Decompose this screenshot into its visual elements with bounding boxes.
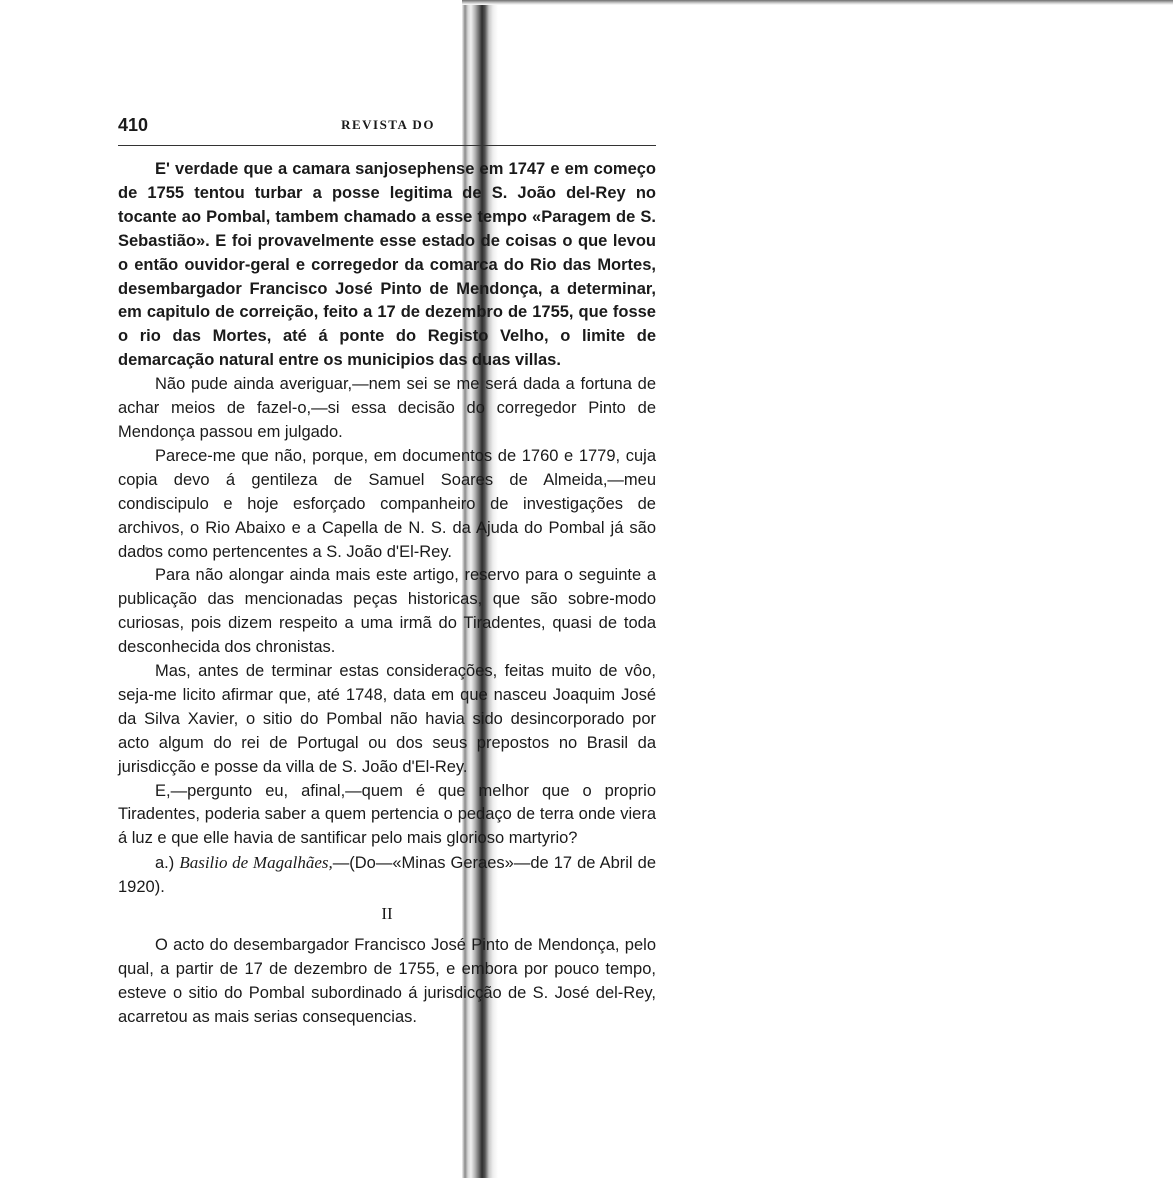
- section-number: II: [381, 904, 393, 924]
- page-number: 410: [118, 115, 149, 135]
- author-name: Basilio de Magalhães,: [179, 853, 333, 873]
- paragraph: Mas, antes de terminar estas considerações, feitas muito de vôo, seja-me licito afirmar que, até 1748, data em que nasceu Joaquim José da Silva Xavier, o sitio do Pombal não havia sido desincorporado por acto algum do rei de Portugal ou dos seus prepostos no Brasil da jurisdicção e posse da villa de S. João d'El-Rey.: [118, 662, 656, 776]
- running-title: REVISTA DO: [341, 117, 435, 132]
- paragraph: E' verdade que a camara sanjosephense em 1747 e em começo de 1755 tentou turbar a posse legitima de S. João del-Rey no tocante ao Pombal, tambem chamado a esse tempo «Paragem de S. Sebastião». E foi provavelmente esse estado de coisas o que levou o então ouvidor-geral e corregedor da comarca do Rio das Mortes, desembargador Francisco José Pinto de Mendonça, a determinar, em capitulo de correição, feito a 17 de dezembro de 1755, que fosse o rio das Mortes, até á ponte do Registo Velho, o limite de demarcação natural entre os municipios das duas villas.: [118, 160, 656, 370]
- paragraph: Não pude ainda averiguar,—nem sei se me será dada a fortuna de achar meios de fazel-o,—si essa decisão do corregedor Pinto de Mendonça passou em julgado.: [118, 375, 656, 441]
- article-body: [118, 158, 656, 1030]
- paragraph: O acto do desembargador Francisco José Pinto de Mendonça, pelo qual, a partir de 17 de dezembro de 1755, e embora por pouco tempo, esteve o sitio do Pombal subordinado á jurisdicção de S. José del-Rey, acarretou as mais serias consequencias.: [118, 936, 656, 1026]
- paragraph: Para não alongar ainda mais este artigo, reservo para o seguinte a publicação das mencionadas peças historicas, que são sobre-modo curiosas, pois dizem respeito a uma irmã do Tiradentes, quasi de toda desconhecida dos chronistas.: [118, 566, 656, 657]
- signature-line: [118, 851, 656, 900]
- signature-source: —(Do—«Minas Geraes»—de 17 de Abril de 1920).: [118, 854, 656, 897]
- header-rule: [118, 145, 656, 146]
- running-head: [118, 115, 658, 139]
- signature-prefix: a.): [155, 854, 175, 873]
- paragraph: E,—pergunto eu, afinal,—quem é que melhor que o proprio Tiradentes, poderia saber a quem pertencia o pedaço de terra onde viera á luz e que elle havia de santificar pelo mais glorioso martyrio?: [118, 781, 656, 848]
- paragraph: Parece-me que não, porque, em documentos de 1760 e 1779, cuja copia devo á gentileza de Samuel Soares de Almeida,—meu condiscipulo e hoje esforçado companheiro de investigações de archivos, o Rio Abaixo e a Capella de N. S. da Ajuda do Pombal já são dados como pertencentes a S. João d'El-Rey.: [118, 446, 656, 561]
